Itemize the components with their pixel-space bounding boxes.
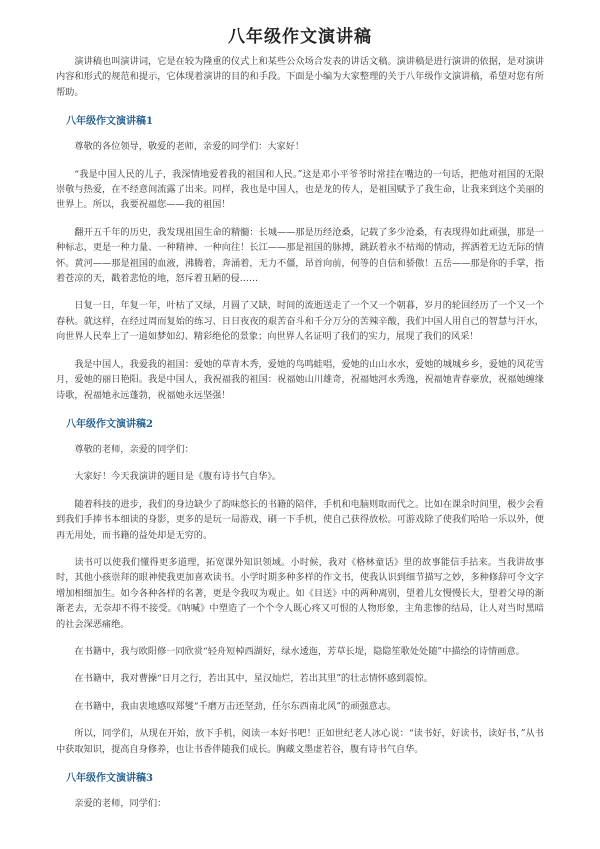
section-3-greeting: 亲爱的老师，同学们：	[74, 798, 167, 809]
section-1-paragraph: 我是中国人，我爱我的祖国：爱她的草青木秀，爱她的鸟鸣蛙唱，爱她的山山水水，爱她的城城乡乡，爱她的风花雪月，爱她的丽日艳阳。我是中国人，我祝福我的祖国：祝福她山川雄奇，祝福她河水秀逸，祝福她青春豪放，祝福她缠缘诗歌，祝福她永远蓬勃，祝福她永远坚强！	[56, 358, 544, 401]
page-title: 八年级作文演讲稿	[228, 27, 372, 47]
section-2-paragraph: 所以，同学们，从现在开始，放下手机，阅读一本好书吧！正如世纪老人冰心说：“读书好，好读书，读好书，”从书中获取知识，提高自身修养，也让书香伴随我们成长。胸藏文墨虚若谷，腹有诗书气自华。	[56, 728, 544, 755]
intro-paragraph: 演讲稿也叫演讲词，它是在较为隆重的仪式上和某些公众场合发表的讲话文稿。演讲稿是进行演讲的依据，是对演讲内容和形式的规范和提示，它体现着演讲的目的和手段。下面是小编为大家整理的关于八年级作文演讲稿，希望对您有所帮助。	[56, 56, 544, 98]
section-2-paragraph: 在书籍中，我由衷地感叹郑燮“千磨万击还坚劲，任尔东西南北风”的顽强意志。	[74, 700, 397, 712]
section-2-paragraph: 随着科技的进步，我们的身边缺少了韵味悠长的书籍的陪伴，手机和电脑则取而代之。比如在课余时间里，极少会看到我们手捧书本细读的身影，更多的是玩一局游戏，刷一下手机，使自己获得放松。可游戏除了使我们哈哈一乐以外，便再无用处，而书籍的益处却是无穷的。	[56, 498, 544, 541]
section-heading-1: 八年级作文演讲稿1	[66, 116, 153, 128]
section-heading-3: 八年级作文演讲稿3	[66, 773, 153, 784]
section-2-paragraph: 大家好！今天我演讲的题目是《腹有诗书气自华》。	[74, 471, 282, 483]
section-2-paragraph: 在书籍中，我对曹操“日月之行，若出其中，星汉灿烂，若出其里”的壮志情怀感到震惊。	[74, 673, 433, 685]
section-1-paragraph: “我是中国人民的儿子，我深情地爱着我的祖国和人民。”这是邓小平爷爷时常挂在嘴边的一句话，把他对祖国的无限崇敬与热爱，在不经意间流露了出来。同样，我也是中国人，也是龙的传人，是祖国赋予了我生命，让我来到这个美丽的世界上。所以，我要祝福您——我的祖国！	[56, 168, 544, 211]
section-1-greeting: 尊敬的各位领导，敬爱的老师，亲爱的同学们：大家好！	[74, 141, 305, 153]
section-2-paragraph: 在书籍中，我与欧阳修一同欣赏“轻舟短棹西湖好，绿水逶迤，芳草长堤，隐隐笙歌处处随”中描绘的诗情画意。	[74, 645, 525, 657]
section-2-paragraph: 读书可以使我们懂得更多道理，拓宽课外知识领域。小时候，我对《格林童话》里的故事能信手拈来。当我讲故事时，其他小孩崇拜的眼神使我更加喜欢读书。小学时期多种多样的作文书，使我认识到细节描写之妙，多种修辞可令文字增加相细加生。如今各种各样的名著，更是令我叹为观止。如《目送》中的两种离别，望着儿女慢慢长大，望着父母的渐渐老去，无奈却不得不接受。《呐喊》中塑造了一个个令人既心疼又可恨的人物形象，主角悲惨的结局，让人对当时黑暗的社会深恶痛绝。	[56, 556, 544, 630]
section-heading-2: 八年级作文演讲稿2	[66, 418, 153, 430]
section-1-paragraph: 日复一日，年复一年，叶枯了又绿，月圆了又缺，时间的流逝送走了一个又一个朝暮，岁月的轮回经历了一个又一个春秋。就这样，在经过周而复始的练习、日日夜夜的艰苦奋斗和千分万分的苦辣辛酸，我们中国人用自己的智慧与汗水，向世界人民奉上了一道如梦如幻、精彩绝伦的景象；向世界人名证明了我们的实力，展现了我们的风采！	[56, 300, 544, 343]
section-2-greeting: 尊敬的老师，亲爱的同学们：	[74, 443, 194, 455]
section-1-paragraph: 翻开五千年的历史，我发现祖国生命的精髓：长城——那是历经沧桑，记载了多少沧桑，有表现得如此顽强，那是一种标志，更是一种力量、一种精神、一种向往！长江——那是祖国的脉搏，跳跃着永不枯竭的情动，挥洒着无边无际的情怀。黄河——那是祖国的血液，沸腾着，奔涌着，无力不僵，昂首向前，何等的自信和骄傲！五岳——那是你的手掌，指着苍凉的天，戳着悲怆的地，怒斥着丑陋的侵……	[56, 226, 544, 285]
